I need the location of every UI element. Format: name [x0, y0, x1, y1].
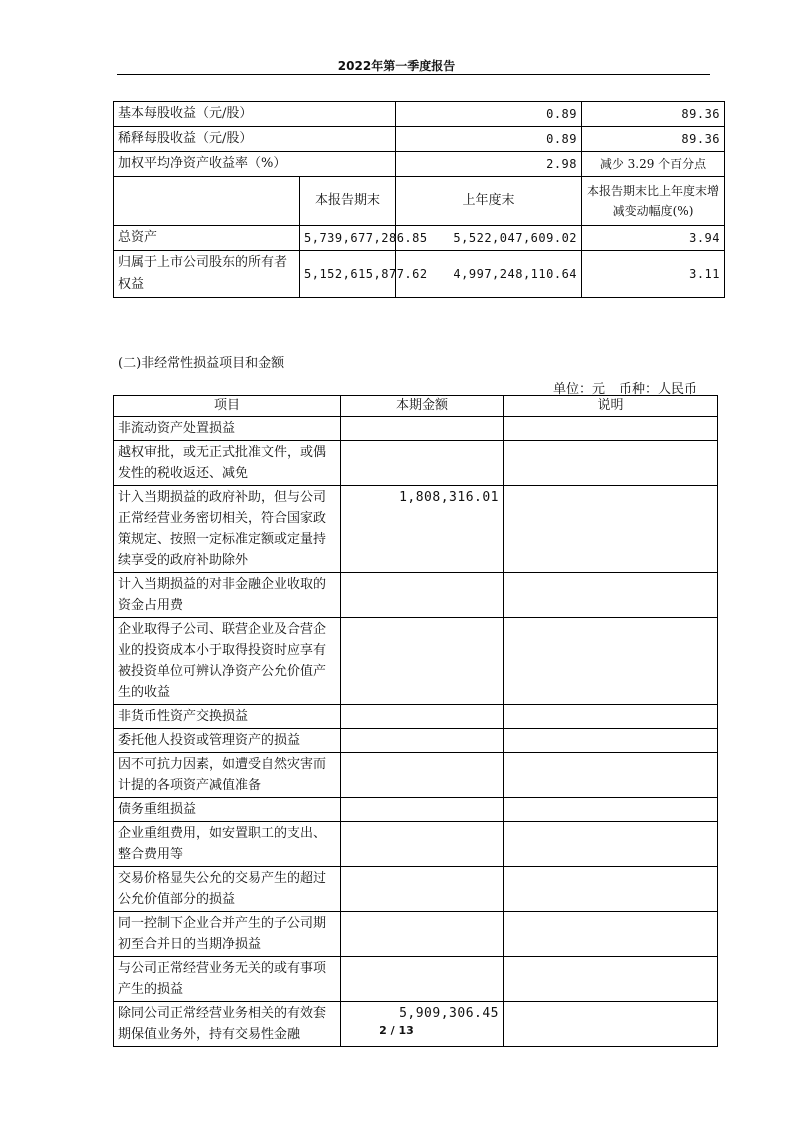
note-cell	[504, 441, 718, 486]
note-cell	[504, 798, 718, 822]
item-cell: 非货币性资产交换损益	[114, 705, 341, 729]
amount-cell	[341, 705, 504, 729]
note-cell	[504, 867, 718, 912]
current-value: 2.98	[396, 152, 582, 177]
table-row	[114, 441, 718, 486]
item-cell: 委托他人投资或管理资产的损益	[114, 729, 341, 753]
item-cell: 除同公司正常经营业务相关的有效套期保值业务外，持有交易性金融	[114, 1002, 341, 1047]
amount-cell	[341, 912, 504, 957]
amount-cell	[341, 729, 504, 753]
current-value: 5,739,677,286.85	[300, 226, 396, 251]
table-row	[114, 102, 725, 127]
page-header-title: 2022年第一季度报告	[337, 59, 456, 73]
note-cell	[504, 618, 718, 705]
change-value: 3.94	[582, 226, 725, 251]
item-cell: 越权审批，或无正式批准文件，或偶发性的税收返还、减免	[114, 441, 341, 486]
prior-value: 4,997,248,110.64	[396, 251, 582, 298]
table-row	[114, 822, 718, 867]
note-cell	[504, 729, 718, 753]
table-row	[114, 618, 718, 705]
column-header-current: 本报告期末	[300, 177, 396, 226]
table-header-row	[114, 396, 718, 417]
table-row	[114, 251, 725, 298]
amount-cell	[341, 957, 504, 1002]
table-row	[114, 486, 718, 573]
header-divider	[117, 74, 710, 75]
column-header-prior: 上年度末	[396, 177, 582, 226]
column-header-change: 本报告期末比上年度末增减变动幅度(%)	[582, 177, 725, 226]
table-row	[114, 957, 718, 1002]
non-recurring-items-table	[113, 395, 718, 1047]
item-cell: 因不可抗力因素，如遭受自然灾害而计提的各项资产减值准备	[114, 753, 341, 798]
column-header-note: 说明	[504, 396, 718, 417]
amount-cell	[341, 867, 504, 912]
amount-cell	[341, 618, 504, 705]
prior-value: 5,522,047,609.02	[396, 226, 582, 251]
table-row	[114, 729, 718, 753]
table-row	[114, 753, 718, 798]
column-header-item: 项目	[114, 396, 341, 417]
change-value: 89.36	[582, 102, 725, 127]
row-label: 稀释每股收益（元/股）	[114, 127, 396, 152]
item-cell: 与公司正常经营业务无关的或有事项产生的损益	[114, 957, 341, 1002]
amount-cell	[341, 417, 504, 441]
table-row	[114, 226, 725, 251]
table-row	[114, 705, 718, 729]
note-cell	[504, 417, 718, 441]
table-row	[114, 867, 718, 912]
item-cell: 非流动资产处置损益	[114, 417, 341, 441]
note-cell	[504, 912, 718, 957]
item-cell: 交易价格显失公允的交易产生的超过公允价值部分的损益	[114, 867, 341, 912]
table-row	[114, 417, 718, 441]
currency-label: 币种：人民币	[619, 382, 698, 397]
item-cell: 同一控制下企业合并产生的子公司期初至合并日的当期净损益	[114, 912, 341, 957]
change-value: 3.11	[582, 251, 725, 298]
note-cell	[504, 705, 718, 729]
row-label: 基本每股收益（元/股）	[114, 102, 396, 127]
table-row	[114, 152, 725, 177]
amount-cell	[341, 798, 504, 822]
row-label: 归属于上市公司股东的所有者权益	[114, 251, 300, 298]
current-value: 0.89	[396, 102, 582, 127]
row-label: 加权平均净资产收益率（%）	[114, 152, 396, 177]
item-cell: 计入当期损益的对非金融企业收取的资金占用费	[114, 573, 341, 618]
row-label: 总资产	[114, 226, 300, 251]
note-cell	[504, 957, 718, 1002]
section-title: (二)非经常性损益项目和金额	[118, 356, 285, 371]
change-value: 减少 3.29 个百分点	[582, 152, 725, 177]
current-value: 0.89	[396, 127, 582, 152]
amount-cell	[341, 573, 504, 618]
change-value: 89.36	[582, 127, 725, 152]
amount-cell: 5,909,306.45	[341, 1002, 504, 1047]
amount-cell	[341, 753, 504, 798]
table-row	[114, 912, 718, 957]
page-number: 2 / 13	[379, 1024, 414, 1037]
amount-cell	[341, 822, 504, 867]
item-cell: 计入当期损益的政府补助，但与公司正常经营业务密切相关，符合国家政策规定、按照一定标准定额或定量持续享受的政府补助除外	[114, 486, 341, 573]
note-cell	[504, 753, 718, 798]
empty-header-cell	[114, 177, 300, 226]
table-row	[114, 573, 718, 618]
note-cell	[504, 486, 718, 573]
table-header-row	[114, 177, 725, 226]
note-cell	[504, 822, 718, 867]
current-value: 5,152,615,877.62	[300, 251, 396, 298]
item-cell: 企业取得子公司、联营企业及合营企业的投资成本小于取得投资时应享有被投资单位可辨认净资产公允价值产生的收益	[114, 618, 341, 705]
item-cell: 债务重组损益	[114, 798, 341, 822]
amount-cell: 1,808,316.01	[341, 486, 504, 573]
unit-label: 单位：元	[553, 382, 606, 397]
note-cell	[504, 573, 718, 618]
column-header-amount: 本期金额	[341, 396, 504, 417]
item-cell: 企业重组费用，如安置职工的支出、整合费用等	[114, 822, 341, 867]
table-row	[114, 127, 725, 152]
amount-cell	[341, 441, 504, 486]
table-row	[114, 798, 718, 822]
key-indicators-table	[113, 101, 725, 298]
